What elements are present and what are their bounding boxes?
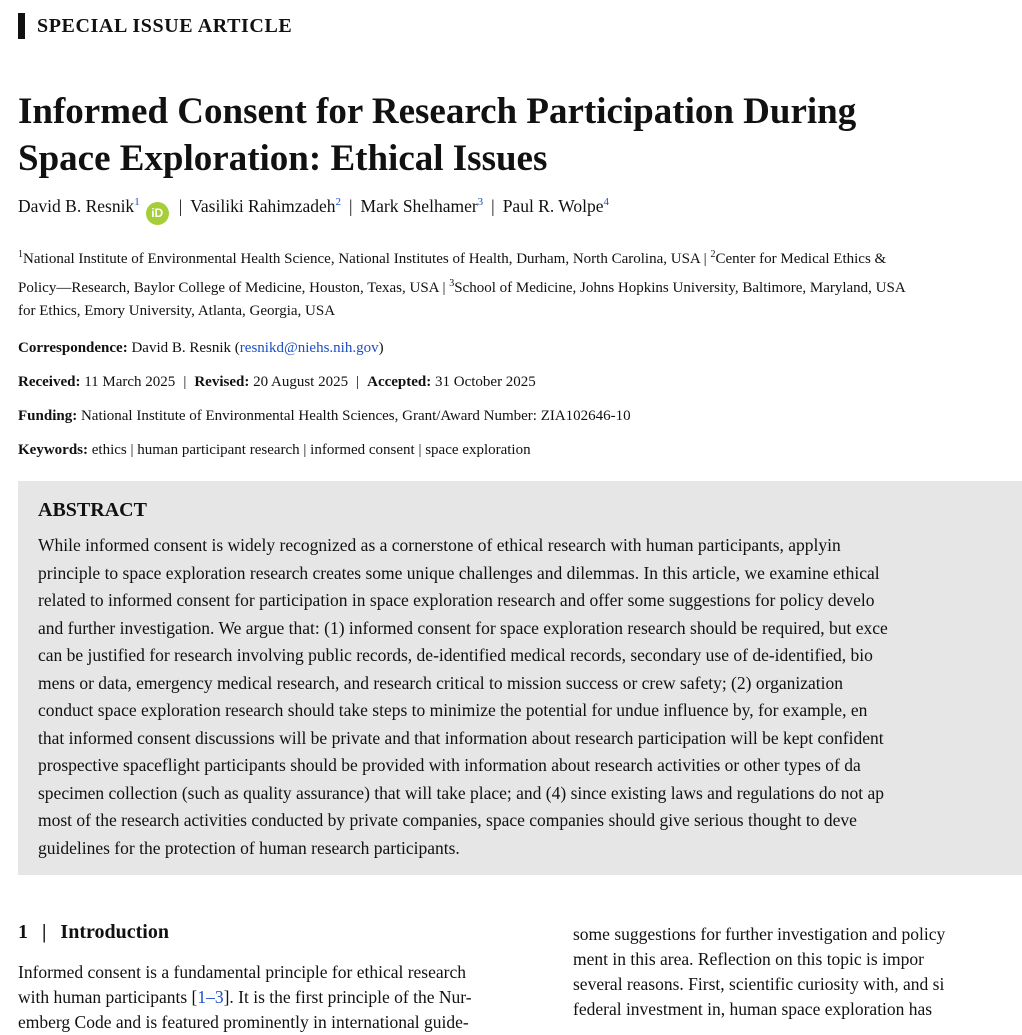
accepted-label: Accepted:: [367, 374, 432, 390]
affiliation-text: School of Medicine, Johns Hopkins University, Baltimore, Maryland, USA: [454, 279, 906, 296]
author-separator: |: [491, 196, 495, 216]
author-name[interactable]: Mark Shelhamer: [360, 196, 478, 216]
affiliations: [18, 243, 906, 324]
author-separator: |: [178, 196, 183, 216]
body-line: federal investment in, human space exploration has: [573, 999, 933, 1019]
article-title: [18, 88, 1022, 182]
correspondence-email-link[interactable]: resnikd@niehs.nih.gov: [239, 340, 379, 356]
body-text: with human participants [: [18, 987, 198, 1007]
keywords-label: Keywords:: [18, 442, 88, 458]
affiliation-line: [18, 243, 906, 272]
affiliation-number: 3: [449, 277, 455, 289]
correspondence-label: Correspondence:: [18, 340, 128, 356]
funding: [18, 408, 631, 425]
affiliation-line: [18, 272, 906, 301]
abstract-line: can be justified for research involving public records, de-identified medical records, secondary use of de-identified, bio: [38, 645, 873, 665]
abstract-body: [38, 532, 1022, 862]
abstract-line: related to informed consent for participation in space exploration research and offer some suggestions for policy develo: [38, 590, 875, 610]
abstract-line: most of the research activities conducted by private companies, space companies should give serious thought to deve: [38, 810, 857, 830]
abstract-line: specimen collection (such as quality assurance) that will take place; and (4) since existing laws and regulations do not ap: [38, 782, 885, 803]
article-type-label: [18, 12, 292, 40]
body-line: emberg Code and is featured prominently in international guide-: [18, 1012, 469, 1032]
title-line-2: Space Exploration: Ethical Issues: [18, 138, 548, 179]
abstract-line: prospective spaceflight participants should be provided with information about research activities or other types of da: [38, 755, 861, 775]
accepted-date: 31 October 2025: [435, 374, 536, 390]
correspondence: [18, 340, 384, 357]
author-name[interactable]: Paul R. Wolpe: [502, 196, 604, 216]
section-number: 1: [18, 921, 28, 943]
abstract-line: mens or data, emergency medical research, and research critical to mission success or crew safety; (2) organization: [38, 672, 843, 693]
section-heading: [18, 921, 169, 944]
article-type-text: SPECIAL ISSUE ARTICLE: [37, 14, 293, 37]
affiliation-ref[interactable]: 2: [335, 196, 342, 209]
affiliation-number: 1: [18, 249, 23, 260]
keywords: [18, 442, 531, 459]
date-separator: |: [356, 374, 360, 390]
kicker-bar: [18, 13, 25, 39]
affiliation-ref[interactable]: 4: [603, 196, 610, 209]
received-date: 11 March 2025: [84, 374, 176, 390]
abstract-line: guidelines for the protection of human research participants.: [38, 837, 460, 858]
article-dates: [18, 374, 536, 391]
correspondence-close: ): [378, 340, 384, 356]
citation-link[interactable]: 1–3: [197, 987, 224, 1007]
abstract-line: conduct space exploration research should take steps to minimize the potential for undue influence by, for example, en: [38, 700, 868, 720]
body-line: ment in this area. Reflection on this topic is impor: [573, 949, 924, 969]
body-line: several reasons. First, scientific curiosity with, and si: [573, 974, 945, 994]
author-list: [18, 196, 609, 225]
section-title: Introduction: [60, 921, 169, 943]
affiliation-text: Center for Medical Ethics &: [715, 251, 887, 267]
funding-label: Funding:: [18, 408, 78, 424]
body-line: [18, 985, 538, 1010]
abstract-line: While informed consent is widely recognized as a cornerstone of ethical research with human participants, applyin: [38, 535, 841, 555]
abstract-line: principle to space exploration research creates some unique challenges and dilemmas. In this article, we examine ethical: [38, 562, 880, 583]
affiliation-number: 2: [710, 249, 716, 260]
orcid-icon[interactable]: iD: [146, 202, 169, 225]
correspondence-name: David B. Resnik (: [131, 340, 240, 356]
received-label: Received:: [18, 374, 81, 390]
abstract-line: and further investigation. We argue that: (1) informed consent for space exploration research should be required, but exce: [38, 617, 888, 638]
abstract-line: that informed consent discussions will be private and that information about research participation will be kept confident: [38, 727, 884, 748]
revised-label: Revised:: [194, 374, 250, 390]
abstract-box: [18, 481, 1022, 875]
body-text: ]. It is the first principle of the Nur-: [223, 987, 472, 1007]
affiliation-text: National Institute of Environmental Health Science, National Institutes of Health, Durham, North Carolina, USA |: [23, 251, 711, 267]
left-column-text: [18, 960, 538, 1035]
title-line-1: Informed Consent for Research Participation During: [18, 91, 857, 132]
section-separator: |: [42, 921, 47, 943]
author-name[interactable]: David B. Resnik: [18, 196, 135, 216]
right-column-text: [573, 922, 1022, 1022]
affiliation-line: for Ethics, Emory University, Atlanta, Georgia, USA: [18, 303, 336, 319]
author-name[interactable]: Vasiliki Rahimzadeh: [190, 196, 336, 216]
abstract-heading: ABSTRACT: [38, 499, 147, 521]
body-line: some suggestions for further investigation and policy: [573, 924, 946, 944]
revised-date: 20 August 2025: [253, 374, 349, 390]
author-separator: |: [349, 196, 353, 216]
affiliation-ref[interactable]: 1: [134, 196, 140, 209]
affiliation-ref[interactable]: 3: [477, 196, 484, 209]
affiliation-text: Policy—Research, Baylor College of Medicine, Houston, Texas, USA |: [18, 279, 450, 296]
funding-text: National Institute of Environmental Health Sciences, Grant/Award Number: ZIA102646-10: [80, 408, 631, 424]
body-line: Informed consent is a fundamental principle for ethical research: [18, 962, 467, 982]
date-separator: |: [183, 374, 187, 390]
keywords-text: ethics | human participant research | informed consent | space exploration: [91, 442, 531, 458]
